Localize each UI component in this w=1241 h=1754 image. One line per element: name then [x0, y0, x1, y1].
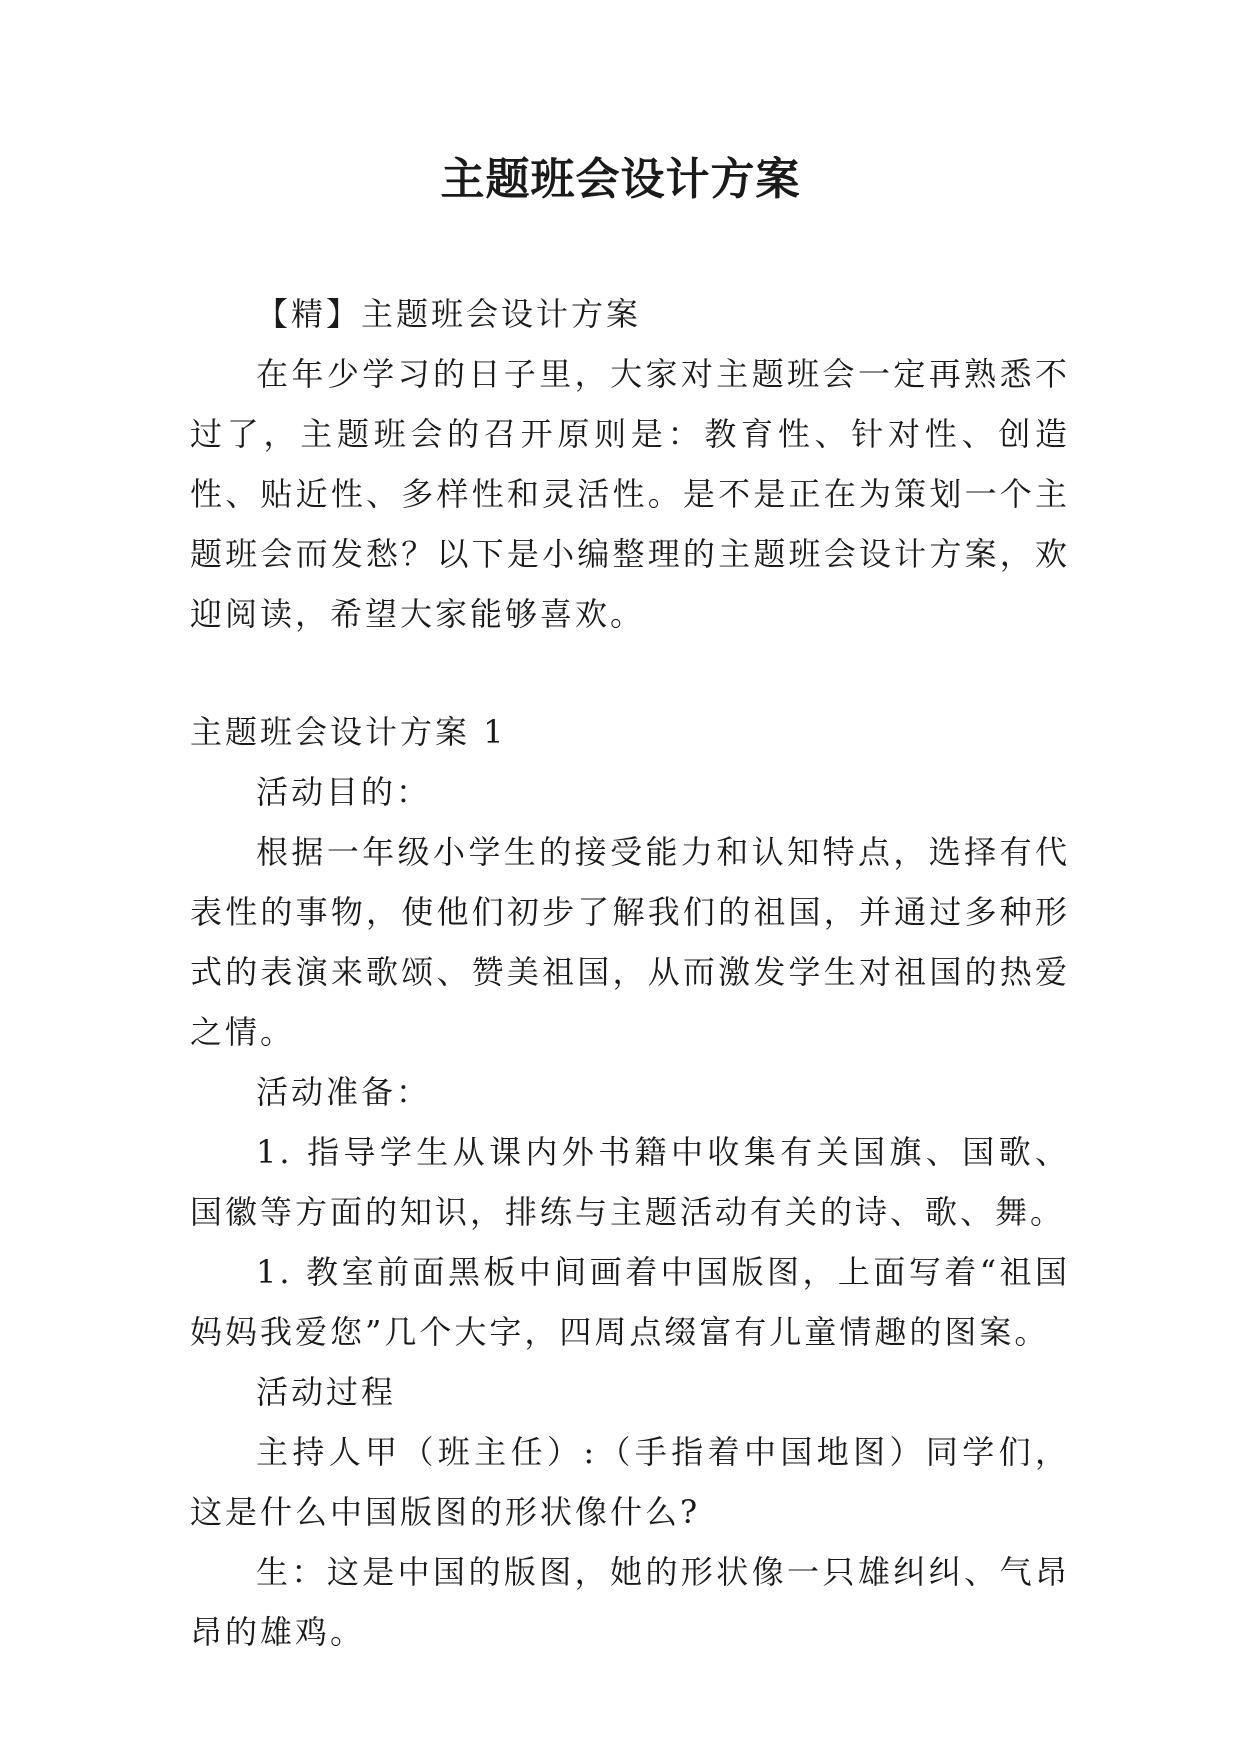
preparation-item: 1. 指导学生从课内外书籍中收集有关国旗、国歌、国徽等方面的知识，排练与主题活动有关的诗、歌、舞。	[190, 1133, 1070, 1231]
document-title: 主题班会设计方案	[440, 154, 801, 205]
preparation-label: 活动准备：	[256, 1073, 432, 1111]
preparation-item: 1. 教室前面黑板中间画着中国版图，上面写着“祖国妈妈我爱您”几个大字，四周点缀富有儿童情趣的图案。	[190, 1253, 1070, 1351]
process-label: 活动过程	[256, 1373, 397, 1411]
intro-paragraph: 在年少学习的日子里，大家对主题班会一定再熟悉不过了，主题班会的召开原则是：教育性、针对性、创造性、贴近性、多样性和灵活性。是不是正在为策划一个主题班会而发愁？以下是小编整理的主题班会设计方案，欢迎阅读，希望大家能够喜欢。	[190, 355, 1070, 633]
paragraph-spacer	[190, 644, 1070, 702]
purpose-label: 活动目的：	[256, 773, 432, 811]
purpose-paragraph: 根据一年级小学生的接受能力和认知特点，选择有代表性的事物，使他们初步了解我们的祖国，并通过多种形式的表演来歌颂、赞美祖国，从而激发学生对祖国的热爱之情。	[190, 833, 1070, 1051]
document-body	[190, 284, 1070, 1662]
document-subtitle: 【精】主题班会设计方案	[256, 295, 642, 333]
section-heading: 主题班会设计方案 1	[190, 713, 507, 751]
host-dialogue: 主持人甲（班主任）:（手指着中国地图）同学们，这是什么中国版图的形状像什么?	[190, 1433, 1070, 1531]
student-dialogue: 生：这是中国的版图，她的形状像一只雄纠纠、气昂昂的雄鸡。	[190, 1553, 1070, 1651]
